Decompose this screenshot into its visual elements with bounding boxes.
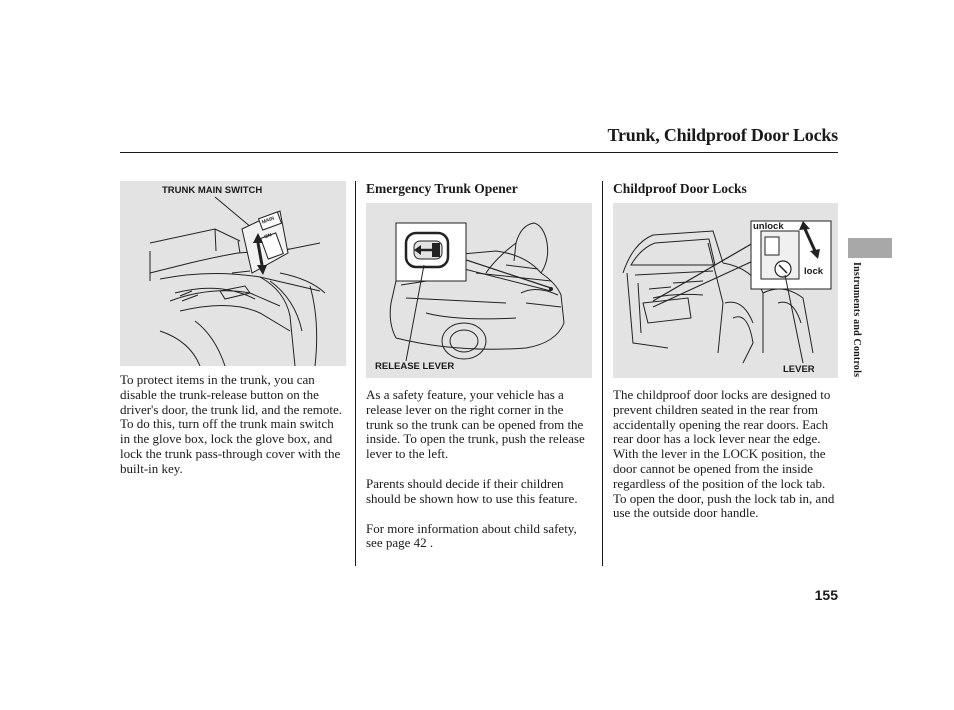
section-tab	[848, 238, 892, 258]
col2-paragraph-3: For more information about child safety, see page 42 .	[366, 520, 577, 551]
emergency-trunk-opener-heading: Emergency Trunk Opener	[366, 181, 518, 196]
col1-body-text	[120, 373, 346, 492]
switch-on-text: ON	[263, 232, 273, 241]
lever-callout: LEVER	[783, 364, 815, 375]
lock-callout: lock	[804, 266, 824, 277]
glove-box-drawing	[120, 181, 346, 366]
title-rule	[120, 152, 838, 153]
column-divider-left	[355, 181, 356, 566]
col3-paragraph-1: The childproof door locks are designed to prevent children seated in the rear from accidentally opening the rear doors. Each rear door has a lock lever near the edge. With the lever in the LOCK position, the door cannot be opened from the inside regardless of the position of the lock tab. To open the door, push the lock tab in, and use the outside door handle.	[613, 387, 835, 521]
childproof-lock-illustration	[613, 203, 838, 378]
column-divider-right	[602, 181, 603, 566]
page-number: 155	[814, 587, 838, 603]
release-lever-callout: RELEASE LEVER	[375, 361, 455, 372]
col2-paragraph-2: Parents should decide if their children should be shown how to use this feature.	[366, 475, 578, 506]
col3-body-text	[613, 388, 841, 536]
emergency-trunk-opener-illustration	[366, 203, 592, 378]
page-title: Trunk, Childproof Door Locks	[607, 125, 838, 145]
car-open-trunk-drawing	[366, 203, 592, 378]
col1-paragraph-1: To protect items in the trunk, you can disable the trunk-release button on the driver's door, the trunk lid, and the remote. To do this, turn off the trunk main switch in the glove box, lock the glove box, and lock the trunk pass-through cover with the built-in key.	[120, 372, 343, 476]
switch-main-text: MAIN	[261, 215, 276, 226]
childproof-door-locks-heading: Childproof Door Locks	[613, 181, 747, 196]
trunk-main-switch-callout: TRUNK MAIN SWITCH	[162, 185, 263, 196]
section-tab-label: Instruments and Controls	[851, 262, 862, 378]
col2-body-text	[366, 388, 594, 566]
col2-paragraph-1: As a safety feature, your vehicle has a release lever on the right corner in the trunk so the trunk can be opened from the inside. To open the trunk, push the release lever to the left.	[366, 387, 585, 462]
unlock-callout: unlock	[753, 221, 784, 232]
release-lever-closeup	[396, 223, 466, 281]
rear-door-drawing	[613, 203, 838, 378]
trunk-main-switch-illustration	[120, 181, 346, 366]
